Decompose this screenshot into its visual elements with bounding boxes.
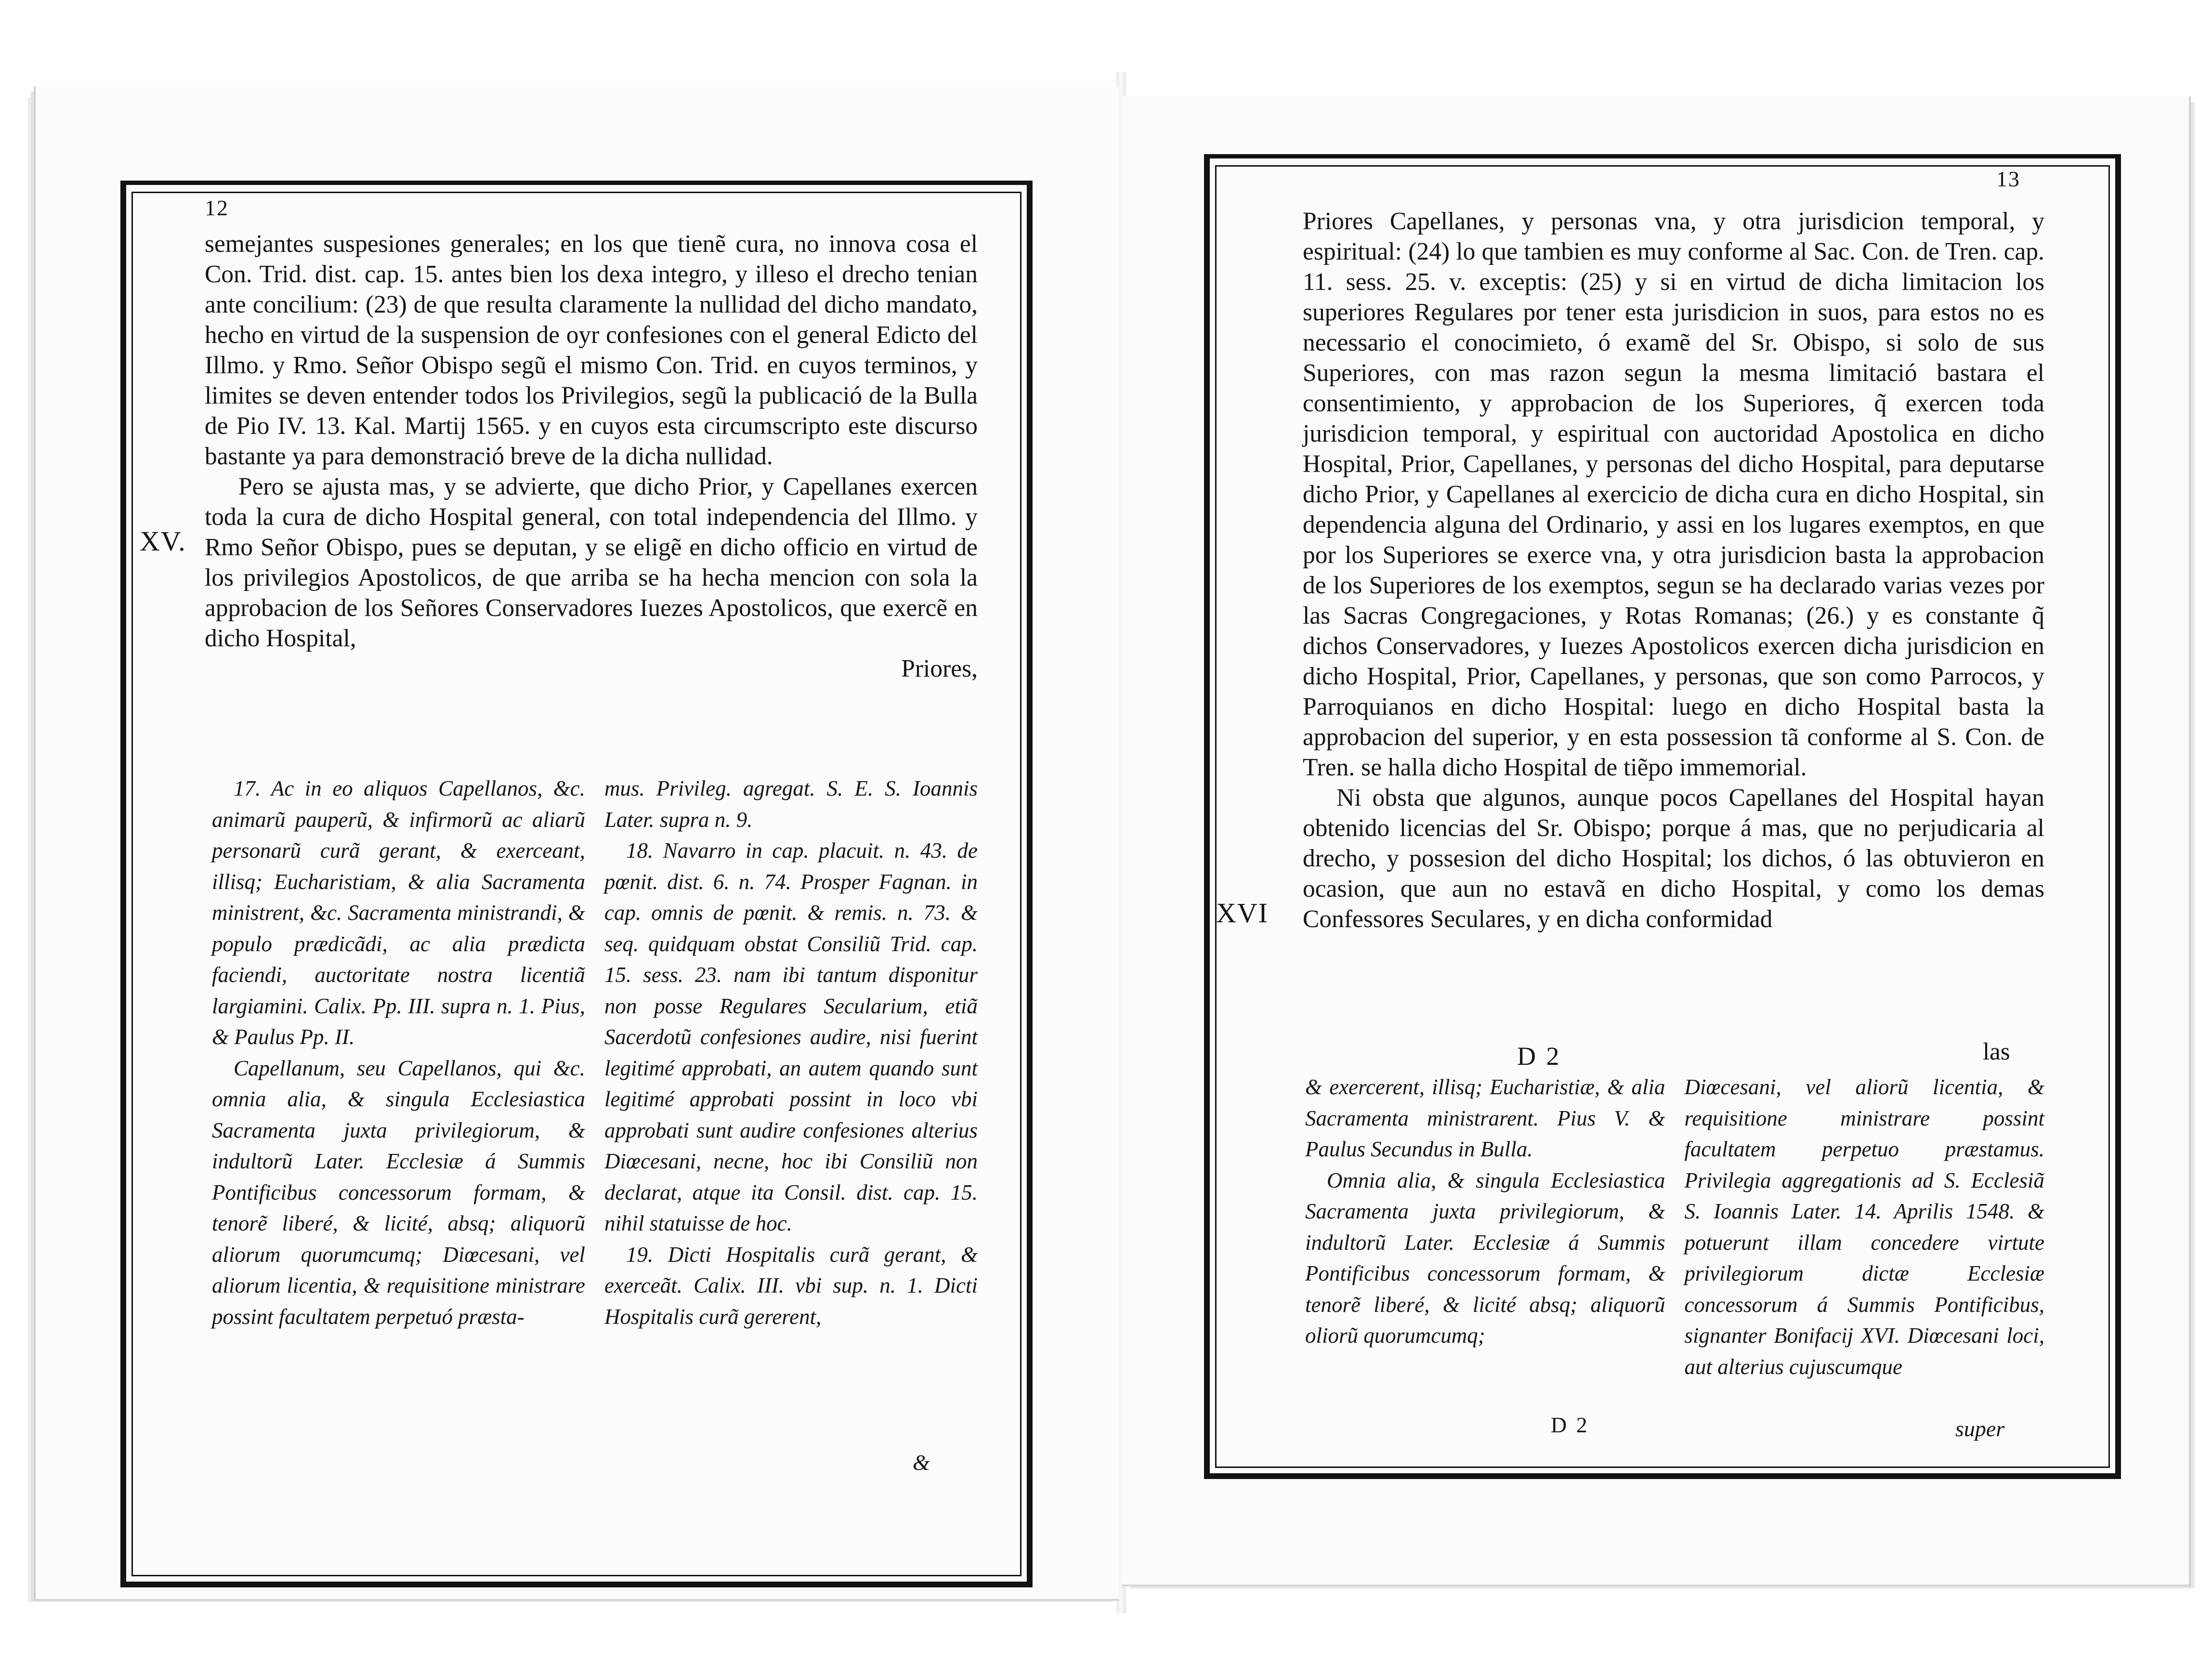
- right-main-text: [1303, 206, 2044, 934]
- right-page-number: 13: [1996, 167, 2020, 191]
- signature-mark-mid: D 2: [1517, 1042, 1561, 1071]
- left-main-text: [205, 229, 978, 684]
- left-paragraph-1: semejantes suspesiones generales; en los que tienẽ cura, no innova cosa el Con. Trid. dist. cap. 15. antes bien los dexa integro, y illeso el drecho tenian ante concilium: (23) de que resulta claramente la nullidad del dicho mandato, hecho en virtud de la suspension de oyr confesiones con el general Edicto del Illmo. y Rmo. Señor Obispo segũ el mismo Con. Trid. en cuyos terminos, y limites se deven entender todos los Privilegios, segũ la publicació de la Bulla de Pio IV. 13. Kal. Martij 1565. y en cuyos esta circumscripto este discurso bastante ya para demonstració breve de la dicha nullidad.: [205, 230, 978, 470]
- right-paragraph-2: Ni obsta que algunos, aunque pocos Capellanes del Hospital hayan obtenido licencias del Sr. Obispo; porque á mas, que no perjudicaria al drecho, y possesion del dicho Hospital; los dichos, ó las obtuvieron en ocasion, que aun no estavã en dicho Hospital, y como los demas Confessores Seculares, y en dicha conformidad: [1303, 784, 2044, 933]
- left-footnotes: [212, 773, 978, 1332]
- right-margin-section-number: XVI: [1216, 897, 1269, 929]
- left-paragraph-2: Pero se ajusta mas, y se advierte, que dicho Prior, y Capellanes exercen toda la cura de dicho Hospital general, con total independencia del Illmo. y Rmo Señor Obispo, pues se deputan, y se eligẽ en dicho officio en virtud de los privilegios Apostolicos, de que arriba se ha hecha mencion con sola la approbacion de los Señores Conservadores Iuezes Apostolicos, que exercẽ en dicho Hospital,: [205, 473, 978, 652]
- footnote-omnia-alia: Omnia alia, & singula Ecclesiastica Sacramenta juxta privilegiorum, & indultorũ Later. Ecclesiæ á Summis Pontificibus concessorum formam, & tenorẽ liberé, & licité absq; aliquorũ oliorũ quorumcumq;: [1305, 1168, 1665, 1348]
- left-footnotes-column-2: [604, 773, 978, 1332]
- footnote-exercerent: & exercerent, illisq; Eucharistiæ, & alia Sacramenta ministrarent. Pius V. & Paulus Secundus in Bulla.: [1305, 1075, 1665, 1161]
- footnote-18: 18. Navarro in cap. placuit. n. 43. de pœnit. dist. 6. n. 74. Prosper Fagnan. in cap. omnis de pœnit. & remis. n. 73. & seq. quidquam obstat Consiliũ Trid. cap. 15. sess. 23. nam ibi tantum disponitur non posse Regulares Secularium, etiã Sacerdotũ confesiones audire, nisi fuerint legitimé approbati, an autem quando sunt legitimé approbati possint in loco vbi approbati sunt audire confesiones alterius Diœcesani, necne, hoc ibi Consiliũ non declarat, atque ita Consil. dist. cap. 15. nihil statuisse de hoc.: [604, 838, 978, 1235]
- left-margin-section-number: XV.: [140, 525, 186, 557]
- right-bottom-catchword: super: [1955, 1416, 2005, 1441]
- left-catchword: Priores,: [901, 655, 978, 682]
- right-footnotes-column-2: [1685, 1072, 2045, 1382]
- left-bottom-catchword: &: [913, 1450, 930, 1475]
- footnote-17-continued: mus. Privileg. agregat. S. E. S. Ioannis Later. supra n. 9.: [604, 776, 978, 832]
- signature-mark-bottom: D 2: [1551, 1413, 1589, 1437]
- right-footnotes-column-1: [1305, 1072, 1665, 1382]
- footnote-diocesani: Diœcesani, vel aliorũ licentia, & requisitione ministrare possint facultatem perpetuo præstamus. Privilegia aggregationis ad S. Ecclesiã S. Ioannis Later. 14. Aprilis 1548. & potuerunt illam concedere virtute privilegiorum dictæ Ecclesiæ concessorum á Summis Pontificibus, signanter Bonifacij XVI. Diœcesani loci, aut alterius cujuscumque: [1684, 1075, 2044, 1379]
- footnote-19: 19. Dicti Hospitalis curã gerant, & exerceãt. Calix. III. vbi sup. n. 1. Dicti Hospitalis curã gererent,: [604, 1242, 978, 1329]
- right-catchword-mid: las: [1983, 1038, 2010, 1065]
- left-footnotes-column-1: [212, 773, 585, 1332]
- right-paragraph-1: Priores Capellanes, y personas vna, y otra jurisdicion temporal, y espiritual: (24) lo que tambien es muy conforme al Sac. Con. de Tren. cap. 11. sess. 25. v. exceptis: (25) y si en virtud de dicha limitacion los superiores Regulares por tener esta jurisdicion in suos, para estos no es necessario el conocimieto, ó examẽ del Sr. Obispo, si solo de sus Superiores, con mas razon segun la mesma limitació bastara el consentimiento, y approbacion de los Superiores, q̃ exercen toda jurisdicion temporal, y espiritual con auctoridad Apostolica en dicho Hospital, Prior, Capellanes, y personas del dicho Hospital, para deputarse dicho Prior, y Capellanes al exercicio de dicha cura en dicho Hospital, sin dependencia alguna del Ordinario, y assi en los lugares exemptos, en que por los Superiores se exerce vna, y otra jurisdicion basta la approbacion de los Superiores de los exemptos, segun se ha declarado varias vezes por las Sacras Congregaciones, y Rotas Romanas; (26.) y es constante q̃ dichos Conservadores, y Iuezes Apostolicos exercen dicha jurisdicion en dicho Hospital, Prior, Capellanes, y personas, que son como Parrocos, y Parroquianos en dicho Hospital: luego en dicho Hospital basta la approbacion del superior, y en esta possession tã conforme al S. Con. de Tren. se halla dicho Hospital de tiẽpo immemorial.: [1303, 208, 2044, 781]
- footnote-17: 17. Ac in eo aliquos Capellanos, &c. animarũ pauperũ, & infirmorũ ac aliarũ personarũ curã gerant, & exerceant, illisq; Eucharistiam, & alia Sacramenta ministrent, &c. Sacramenta ministrandi, & populo prædicãdi, ac alia prædicta faciendi, auctoritate nostra licentiã largiamini. Calix. Pp. III. supra n. 1. Pius, & Paulus Pp. II.: [212, 776, 585, 1049]
- left-page-number: 12: [205, 196, 229, 220]
- right-footnotes: [1305, 1072, 2044, 1382]
- footnote-capellanum: Capellanum, seu Capellanos, qui &c. omnia alia, & singula Ecclesiastica Sacramenta juxta privilegiorum, & indultorũ Later. Ecclesiæ á Summis Pontificibus concessorum formam, & tenorẽ liberé, & licité, absq; aliquorũ aliorum quorumcumq; Diœcesani, vel aliorum licentia, & requisitione ministrare possint facultatem perpetuó præsta-: [212, 1056, 585, 1329]
